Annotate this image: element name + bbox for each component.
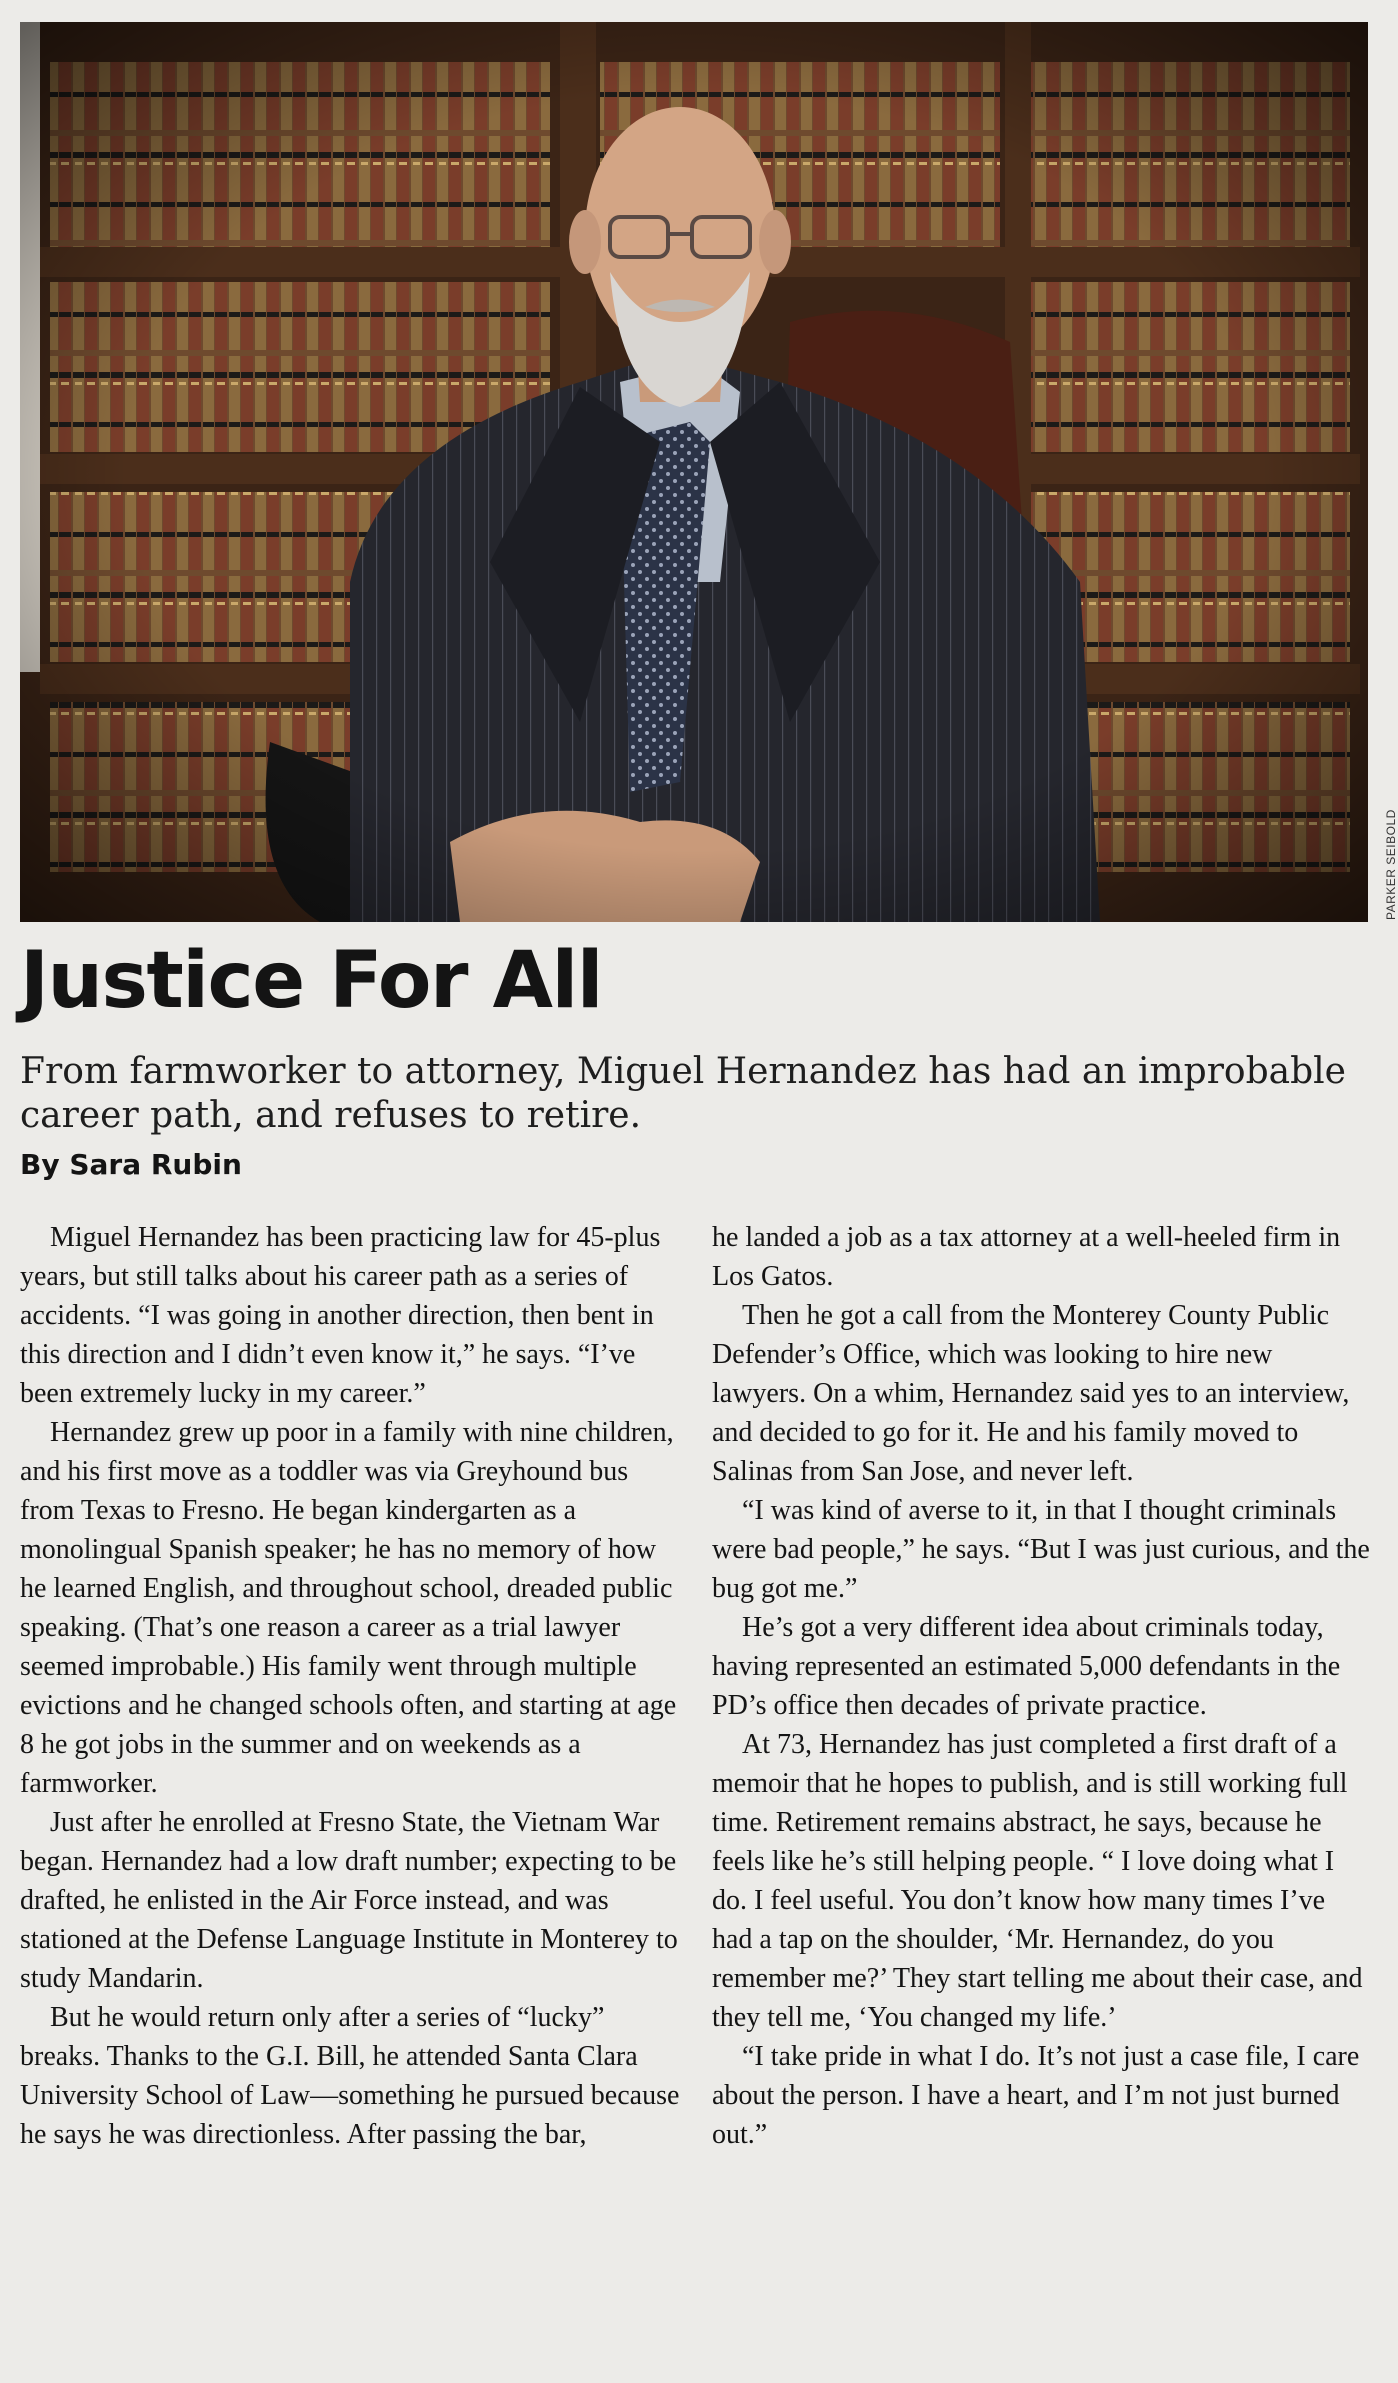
photo-credit: PARKER SEIBOLD [1384, 809, 1398, 920]
paragraph: Miguel Hernandez has been practicing law for 45-plus years, but still talks about his career path as a series of accidents. “I was going in another direction, then bent in this direction and I didn’t even know it,” he says. “I’ve been extremely lucky in my career.” [20, 1222, 661, 1409]
body-column-left [20, 1218, 680, 2154]
paragraph: Then he got a call from the Monterey County Public Defender’s Office, which was looking to hire new lawyers. On a whim, Hernandez said yes to an interview, and decided to go for it. He and his family moved to Salinas from San Jose, and never left. [712, 1300, 1350, 1487]
portrait-illustration [20, 22, 1368, 922]
paragraph: Just after he enrolled at Fresno State, the Vietnam War began. Hernandez had a low draft number; expecting to be drafted, he enlisted in the Air Force instead, and was stationed at the Defense Language Institute in Monterey to study Mandarin. [20, 1807, 678, 1994]
paragraph: “I take pride in what I do. It’s not just a case file, I care about the person. I have a heart, and I’m not just burned out.” [712, 2041, 1360, 2150]
portrait-photo [20, 22, 1368, 922]
paragraph: Hernandez grew up poor in a family with nine children, and his first move as a toddler was via Greyhound bus from Texas to Fresno. He began kindergarten as a monolingual Spanish speaker; he has no memory of how he learned English, and throughout school, dreaded public speaking. (That’s one reason a career as a trial lawyer seemed improbable.) His family went through multiple evictions and he changed schools often, and starting at age 8 he got jobs in the summer and on weekends as a farmworker. [20, 1417, 677, 1799]
paragraph: He’s got a very different idea about criminals today, having represented an estimated 5,000 defendants in the PD’s office then decades of private practice. [712, 1612, 1341, 1721]
dek-subheading: From farmworker to attorney, Miguel Hernandez has had an improbable career path, and refuses to retire. [20, 1051, 1346, 1136]
paragraph-continuation: he landed a job as a tax attorney at a well-heeled firm in Los Gatos. [712, 1222, 1341, 1292]
paragraph: But he would return only after a series of “lucky” breaks. Thanks to the G.I. Bill, he attended Santa Clara University School of Law—something he pursued because he says he was directionless. After passing the bar, [20, 2002, 680, 2150]
byline: By Sara Rubin [20, 1148, 242, 1181]
paragraph: “I was kind of averse to it, in that I thought criminals were bad people,” he says. “But I was just curious, and the bug got me.” [712, 1495, 1370, 1604]
headline: Justice For All [20, 936, 602, 1026]
body-column-right [712, 1218, 1372, 2154]
paragraph: At 73, Hernandez has just completed a first draft of a memoir that he hopes to publish, and is still working full time. Retirement remains abstract, he says, because he feels like he’s still helping people. “ I love doing what I do. I feel useful. You don’t know how many times I’ve had a tap on the shoulder, ‘Mr. Hernandez, do you remember me?’ They start telling me about their case, and they tell me, ‘You changed my life.’ [712, 1729, 1363, 2033]
